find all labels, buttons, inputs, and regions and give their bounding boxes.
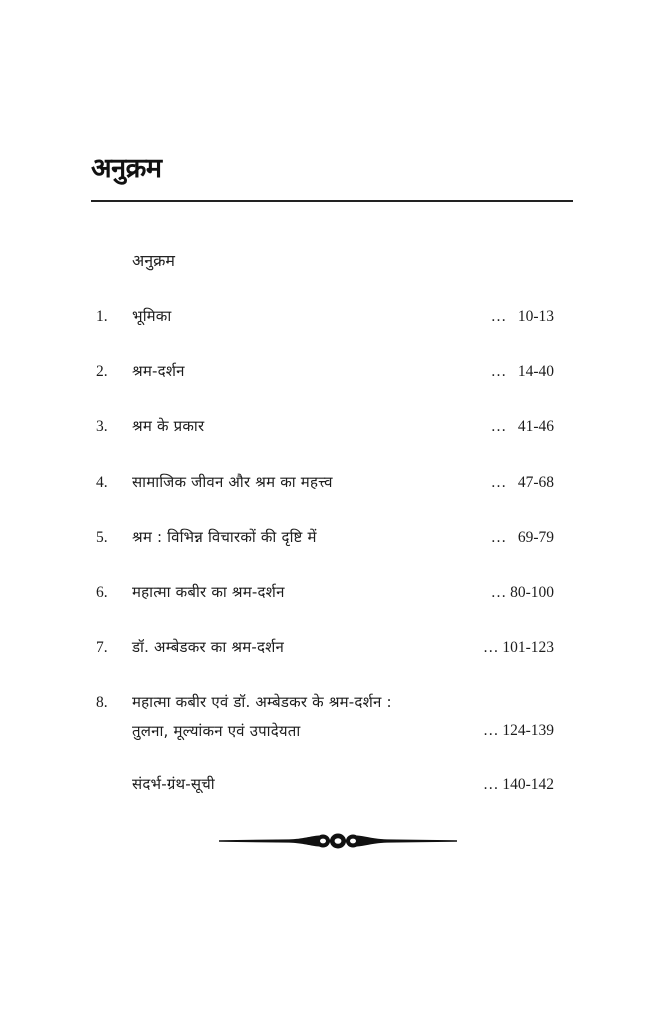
toc-entry-number: 1.: [96, 308, 108, 325]
toc-entry-title-line: संदर्भ-ग्रंथ-सूची: [132, 775, 215, 793]
toc-entry-title: [132, 357, 185, 386]
toc-entry-title-line: श्रम-दर्शन: [132, 362, 185, 380]
toc-entry-pages: … 124-139: [482, 722, 554, 739]
toc-entry-title-line: सामाजिक जीवन और श्रम का महत्त्व: [132, 473, 333, 491]
toc-entry-title-line: महात्मा कबीर का श्रम-दर्शन: [132, 583, 285, 601]
toc-entry-number: 8.: [96, 694, 108, 711]
toc-entry-number: 4.: [96, 474, 108, 491]
toc-entry-number: 5.: [96, 529, 108, 546]
toc-entry-pages: … 140-142: [482, 776, 554, 793]
toc-entry-pages: … 14-40: [490, 363, 554, 380]
toc-entry-title: [132, 688, 392, 746]
page-title: अनुक्रम: [91, 153, 162, 184]
toc-entry-title: [132, 302, 171, 331]
toc-entry-title: [132, 468, 333, 497]
toc-entry-pages: … 10-13: [490, 308, 554, 325]
toc-entry-title: [132, 523, 317, 552]
toc-entry-title-line: भूमिका: [132, 307, 172, 325]
toc-entry-pages: … 69-79: [490, 529, 554, 546]
toc-entry-pages: … 101-123: [482, 639, 554, 656]
toc-entry-title-line: श्रम : विभिन्न विचारकों की दृष्टि में: [132, 528, 317, 546]
toc-entry-title-line: श्रम के प्रकार: [132, 417, 205, 435]
toc-entry-number: 2.: [96, 363, 108, 380]
toc-entry-title-line: डॉ. अम्बेडकर का श्रम-दर्शन: [132, 638, 285, 656]
toc-entry-number: 6.: [96, 584, 108, 601]
ornamental-divider-icon: [219, 827, 457, 855]
toc-entry-pages: … 80-100: [490, 584, 554, 601]
toc-heading: अनुक्रम: [132, 251, 175, 270]
toc-entry-title-line: महात्मा कबीर एवं डॉ. अम्बेडकर के श्रम-दर्शन :: [132, 693, 392, 711]
toc-entry-title: [132, 578, 285, 607]
toc-entry-title: [132, 770, 215, 799]
toc-entry-title: [132, 633, 284, 662]
toc-entry-pages: … 41-46: [490, 418, 554, 435]
title-rule: [91, 200, 573, 202]
toc-entry-title-line: तुलना, मूल्यांकन एवं उपादेयता: [132, 722, 301, 740]
toc-entry-pages: … 47-68: [490, 474, 554, 491]
toc-entry-number: 3.: [96, 418, 108, 435]
toc-entry-title: [132, 412, 204, 441]
toc-entry-number: 7.: [96, 639, 108, 656]
